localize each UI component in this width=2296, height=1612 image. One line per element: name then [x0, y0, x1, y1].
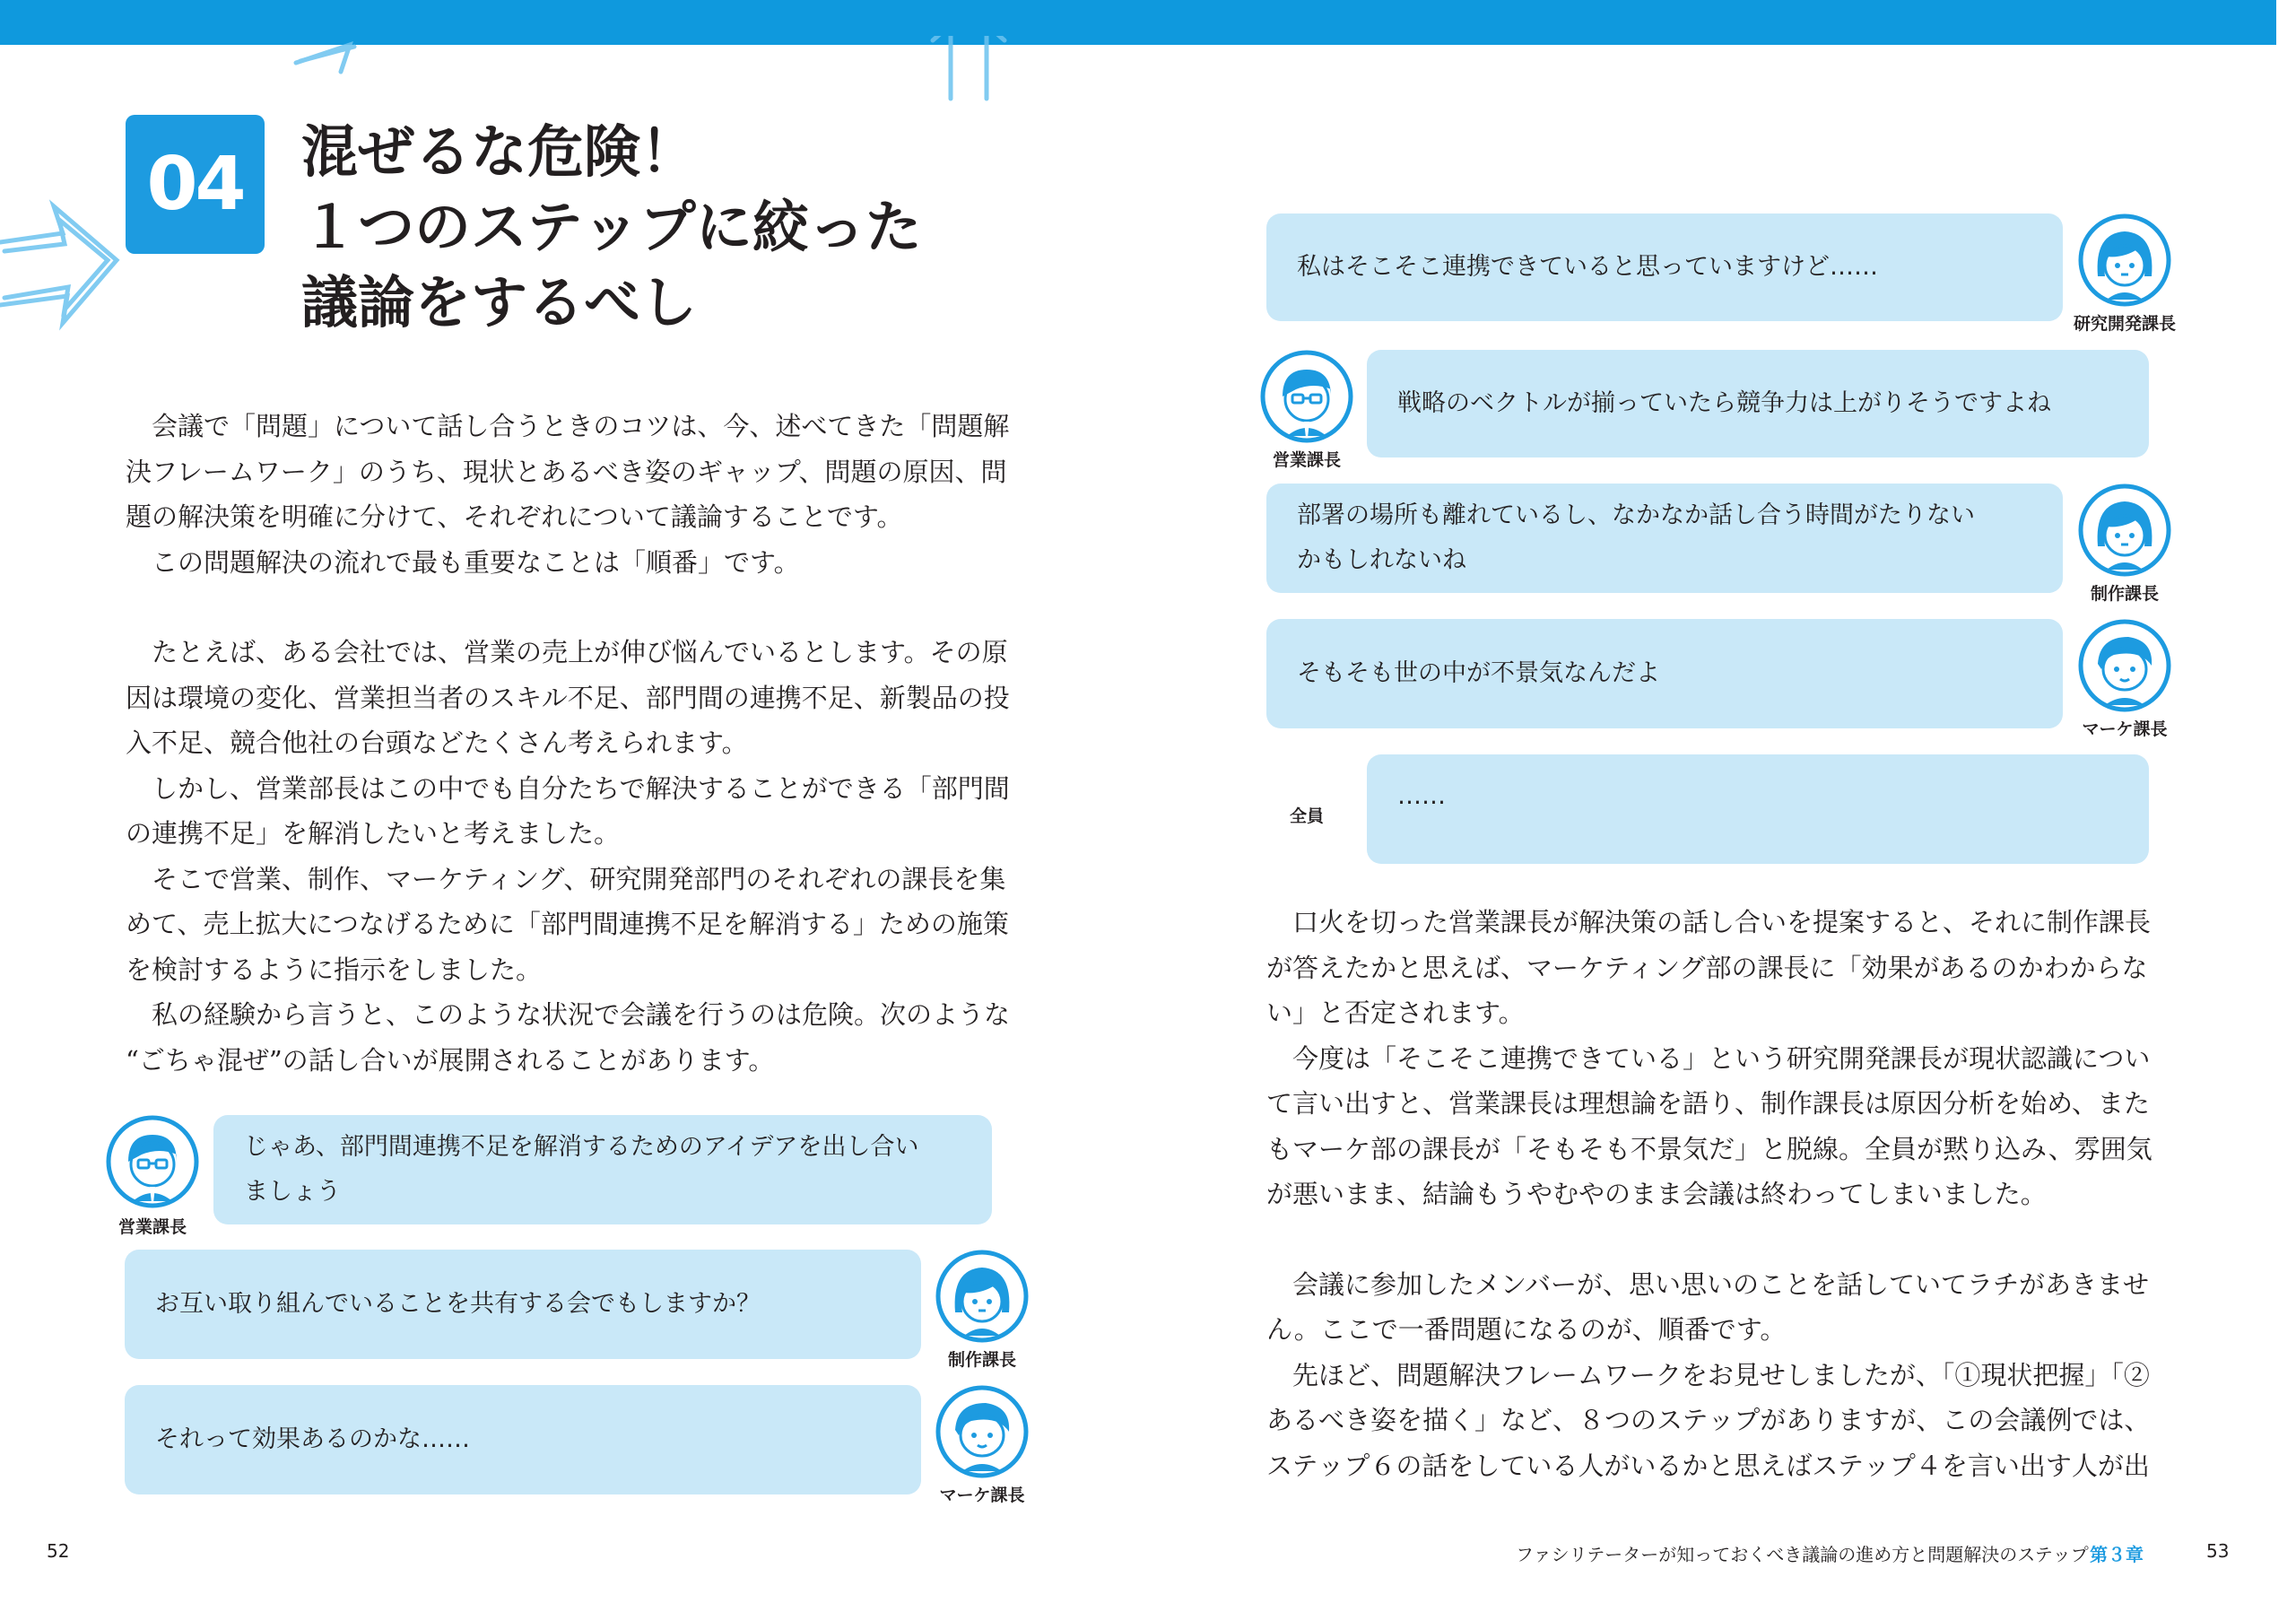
body-line: が悪いまま、結論もうやむやのまま会議は終わってしまいました。	[1266, 1179, 2047, 1209]
left-body-text	[126, 404, 1013, 1083]
body-line: い」と否定されます。	[1266, 998, 1525, 1028]
bubble-line: かもしれないね	[1297, 546, 1466, 574]
body-line: 今度は「そこそこ連携できている」という研究開発課長が現状認識につい	[1266, 1042, 2151, 1074]
rd-manager-avatar-icon	[2078, 213, 2171, 307]
paragraph-gap	[1266, 1217, 2154, 1262]
body-line: の連携不足」を解消したいと考えました。	[126, 818, 621, 849]
speech-bubble	[213, 1115, 992, 1224]
body-line: 会議で「問題」について話し合うときのコツは、今、述べてきた「問題解	[126, 411, 1010, 441]
body-line: を検討するように指示をしました。	[126, 954, 543, 985]
speech-bubble	[1266, 619, 2063, 728]
speech-bubble	[1367, 350, 2149, 457]
body-line: たとえば、ある会社では、営業の売上が伸び悩んでいるとします。その原	[126, 637, 1008, 667]
body-line: めて、売上拡大につなげるために「部門間連携不足を解消する」ための施策	[126, 909, 1009, 939]
title-line: 混ぜるな危険！	[301, 119, 697, 185]
production-manager-avatar-icon	[935, 1250, 1029, 1343]
section-title	[301, 115, 922, 341]
sales-manager-avatar-icon	[1260, 350, 1353, 443]
bubble-line: 私はそこそこ連携できていると思っていますけど……	[1297, 253, 1878, 281]
body-line: あるべき姿を描く」など、８つのステップがありますが、この会議例では、	[1266, 1405, 2151, 1435]
body-line: ステップ６の話をしている人がいるかと思えばステップ４を言い出す人が出	[1266, 1450, 2150, 1481]
body-line: て言い出すと、営業課長は理想論を語り、制作課長は原因分析を始め、また	[1266, 1088, 2150, 1119]
body-line: 入不足、競合他社の台頭などたくさん考えられます。	[126, 728, 748, 758]
marketing-manager-avatar-icon	[935, 1385, 1029, 1478]
body-line: しかし、営業部長はこの中でも自分たちで解決することができる「部門間	[126, 772, 1010, 804]
speaker-role: マーケ課長	[939, 1486, 1025, 1505]
chapter-label: 第３章	[2090, 1544, 2144, 1565]
body-line: 私の経験から言うと、このような状況で会議を行うのは危険。次のような	[126, 999, 1011, 1030]
speech-bubble	[1266, 213, 2063, 321]
speaker-role: マーケ課長	[2082, 719, 2168, 739]
body-line: が答えたかと思えば、マーケティング部の課長に「効果があるのかわからな	[1266, 952, 2148, 983]
right-page-number: 53	[2206, 1540, 2230, 1562]
body-line: 決フレームワーク」のうち、現状とあるべき姿のギャップ、問題の原因、問	[126, 456, 1007, 487]
speaker-role: 営業課長	[117, 1217, 187, 1237]
bubble-line: ……	[1397, 782, 1446, 810]
body-line: 口火を切った営業課長が解決策の話し合いを提案すると、それに制作課長	[1266, 907, 2152, 937]
production-manager-avatar-icon	[2078, 484, 2171, 577]
body-line: 題の解決策を明確に分けて、それぞれについて議論することです。	[126, 501, 903, 532]
speech-bubble	[1367, 754, 2149, 864]
speaker-role: 制作課長	[947, 1350, 1016, 1370]
bubble-line: お互い取り組んでいることを共有する会でもしますか？	[155, 1290, 761, 1318]
speaker-role: 全員	[1289, 806, 1324, 826]
marketing-manager-avatar-icon	[2078, 619, 2171, 712]
body-line: 先ほど、問題解決フレームワークをお見せしましたが、「①現状把握」「②	[1266, 1359, 2150, 1390]
speaker-role: 営業課長	[1272, 450, 1341, 470]
chapter-number-badge: 04	[126, 115, 265, 254]
body-line: ん。ここで一番問題になるのが、順番です。	[1266, 1314, 1787, 1345]
speech-bubble	[125, 1385, 921, 1494]
bubble-line: 部署の場所も離れているし、なかなか話し合う時間がたりない	[1297, 501, 1975, 529]
body-line: そこで営業、制作、マーケティング、研究開発部門のそれぞれの課長を集	[126, 863, 1006, 894]
bubble-line: ましょう	[244, 1178, 341, 1206]
sales-manager-avatar-icon	[106, 1115, 199, 1208]
running-title: ファシリテーターが知っておくべき議論の進め方と問題解決のステップ	[1516, 1544, 2089, 1565]
bubble-line: それって効果あるのかな……	[155, 1425, 470, 1453]
paragraph-gap	[126, 585, 1013, 630]
speaker-role: 研究開発課長	[2073, 314, 2176, 334]
left-page-number: 52	[47, 1540, 70, 1562]
right-body-text	[1266, 900, 2154, 1488]
title-line: １つのステップに絞った	[301, 195, 922, 260]
body-line: 因は環境の変化、営業担当者のスキル不足、部門間の連携不足、新製品の投	[126, 682, 1010, 713]
body-line: この問題解決の流れで最も重要なことは「順番」です。	[126, 546, 800, 578]
body-line: もマーケ部の課長が「そもそも不景気だ」と脱線。全員が黙り込み、雰囲気	[1266, 1133, 2152, 1164]
title-line: 議論をするべし	[301, 270, 697, 335]
bubble-line: そもそも世の中が不景気なんだよ	[1297, 659, 1660, 687]
body-line: “ごちゃ混ぜ”の話し合いが展開されることがあります。	[126, 1044, 775, 1076]
speaker-role: 制作課長	[2090, 584, 2159, 604]
speech-bubble	[1266, 484, 2063, 593]
bubble-line: 戦略のベクトルが揃っていたら競争力は上がりそうですよね	[1397, 389, 2051, 417]
bubble-line: じゃあ、部門間連携不足を解消するためのアイデアを出し合い	[244, 1133, 919, 1161]
body-line: 会議に参加したメンバーが、思い思いのことを話していてラチがあきませ	[1266, 1268, 2149, 1300]
speech-bubble	[125, 1250, 921, 1359]
